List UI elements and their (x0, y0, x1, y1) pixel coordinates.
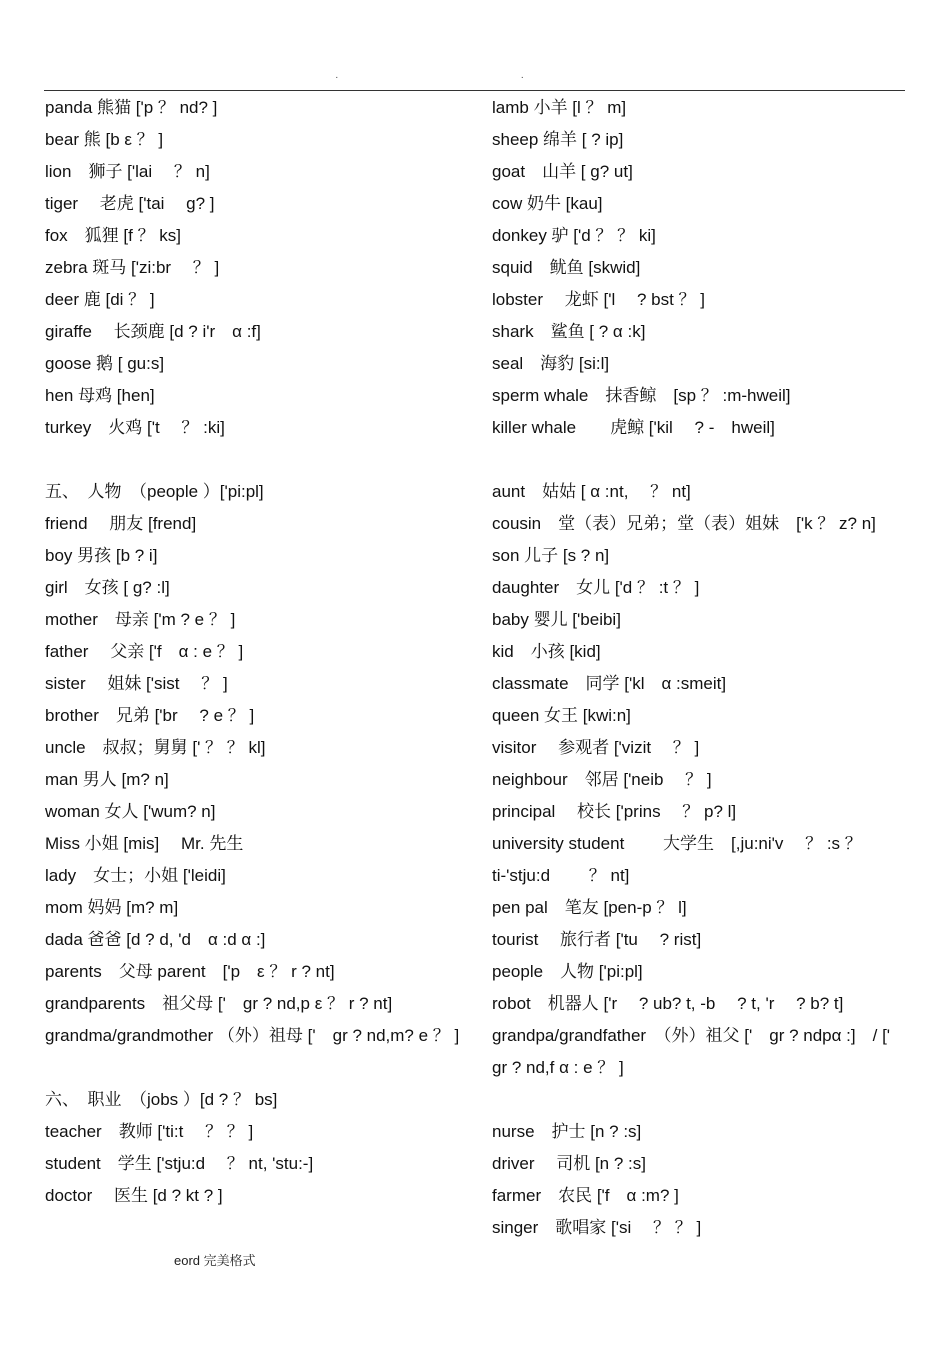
vocab-entry: lobster 龙虾 ['l ? bst ？ ] (492, 290, 705, 309)
vocab-entry: mom 妈妈 [m? m] (45, 898, 179, 917)
vocab-entry: doctor 医生 [d ? kt ? ] (45, 1186, 223, 1205)
vocab-entry: people 人物 ['pi:pl] (492, 962, 643, 981)
vocab-entry: goat 山羊 [ g? ut] (492, 162, 633, 181)
vocab-entry: lady 女士；小姐 ['leidi] (45, 866, 226, 885)
vocab-entry: lamb 小羊 [l ？ m] (492, 98, 627, 117)
vocab-entry: 五、 人物 （people ）['pi:pl] (45, 482, 264, 501)
vocab-entry: queen 女王 [kwi:n] (492, 706, 631, 725)
vocab-entry: man 男人 [m? n] (45, 770, 169, 789)
vocab-entry: visitor 参观者 ['vizit ？ ] (492, 738, 700, 757)
vocab-entry: baby 婴儿 ['beibi] (492, 610, 621, 629)
vocab-entry: sheep 绵羊 [ ? ip] (492, 130, 624, 149)
vocab-entry: grandma/grandmother （外）祖母 [' gr ? nd,m? e ？ ] (45, 1026, 460, 1045)
vocab-entry: turkey 火鸡 ['t ？ :ki] (45, 418, 225, 437)
vocab-entry: neighbour 邻居 ['neib ？ ] (492, 770, 712, 789)
section-spacer (45, 1052, 470, 1084)
page-header (44, 70, 905, 91)
vocab-entry: sister 姐妹 ['sist ？ ] (45, 674, 228, 693)
vocab-entry: son 儿子 [s ? n] (492, 546, 610, 565)
vocab-entry: father 父亲 ['f α : e ？ ] (45, 642, 244, 661)
vocab-entry: zebra 斑马 ['zi:br ？ ] (45, 258, 220, 277)
vocab-entry: cousin 堂（表）兄弟；堂（表）姐妹 ['k ？ z? n] (492, 514, 876, 533)
vocab-entry: shark 鲨鱼 [ ? α :k] (492, 322, 646, 341)
vocab-entry: driver 司机 [n ? :s] (492, 1154, 646, 1173)
vocab-entry: classmate 同学 ['kl α :smeit] (492, 674, 727, 693)
vocab-entry: tourist 旅行者 ['tu ? rist] (492, 930, 702, 949)
vocab-entry: grandpa/grandfather （外）祖父 [' gr ? ndpα :] / [' gr ? nd,f α : e ？ ] (492, 1026, 908, 1077)
vocab-entry: student 学生 ['stju:d ？ nt, 'stu:-] (45, 1154, 314, 1173)
vocab-entry: 六、 职业 （jobs ）[d ? ？ bs] (45, 1090, 278, 1109)
vocab-entry: deer 鹿 [di ？ ] (45, 290, 155, 309)
vocab-entry: university student 大学生 [,ju:ni'v ？ :s ？ (492, 834, 862, 853)
vocab-entry: giraffe 长颈鹿 [d ? i'r α :f] (45, 322, 261, 341)
vocab-entry: tiger 老虎 ['tai g? ] (45, 194, 215, 213)
vocab-entry: killer whale 虎鲸 ['kil ? - hweil] (492, 418, 775, 437)
vocab-entry: daughter 女儿 ['d ？ :t ？ ] (492, 578, 700, 597)
vocab-entry: nurse 护士 [n ? :s] (492, 1122, 642, 1141)
vocab-entry: mother 母亲 ['m ? e ？ ] (45, 610, 236, 629)
vocab-entry: aunt 姑姑 [ α :nt, ？ nt] (492, 482, 691, 501)
vocab-entry: fox 狐狸 [f ？ ks] (45, 226, 182, 245)
header-dots: . . (335, 70, 614, 81)
vocab-entry: goose 鹅 [ gu:s] (45, 354, 165, 373)
vocab-entry: squid 鱿鱼 [skwid] (492, 258, 641, 277)
vocab-entry: Miss 小姐 [mis] Mr. 先生 (45, 834, 244, 853)
section-spacer (492, 1084, 912, 1116)
vocab-entry: lion 狮子 ['lai ？ n] (45, 162, 210, 181)
section-spacer (45, 444, 470, 476)
vocab-entry: seal 海豹 [si:l] (492, 354, 610, 373)
vocab-entry: dada 爸爸 [d ? d, 'd α :d α :] (45, 930, 266, 949)
vocab-entry: ti-'stju:d ？ nt] (492, 866, 630, 885)
vocab-entry: donkey 驴 ['d ？ ？ ki] (492, 226, 656, 245)
vocab-entry: kid 小孩 [kid] (492, 642, 601, 661)
vocab-entry: principal 校长 ['prins ？ p? l] (492, 802, 737, 821)
page-footer: eord 完美格式 (174, 1253, 256, 1268)
vocab-entry: bear 熊 [b ε ？ ] (45, 130, 164, 149)
vocab-entry: girl 女孩 [ g? :l] (45, 578, 170, 597)
vocab-entry: uncle 叔叔；舅舅 [' ？ ？ kl] (45, 738, 266, 757)
vocab-entry: parents 父母 parent ['p ε ？ r ? nt] (45, 962, 335, 981)
vocab-entry: friend 朋友 [frend] (45, 514, 197, 533)
vocab-entry: sperm whale 抹香鲸 [sp ？ :m-hweil] (492, 386, 791, 405)
vocab-entry: robot 机器人 ['r ? ub? t, -b ? t, 'r ? b? t] (492, 994, 844, 1013)
vocab-entry: boy 男孩 [b ? i] (45, 546, 158, 565)
vocab-entry: singer 歌唱家 ['si ？ ？ ] (492, 1218, 702, 1237)
right-column (492, 92, 912, 1244)
vocab-entry: teacher 教师 ['ti:t ？ ？ ] (45, 1122, 254, 1141)
vocab-entry: pen pal 笔友 [pen-p ？ l] (492, 898, 687, 917)
section-spacer (492, 444, 912, 476)
vocab-entry: brother 兄弟 ['br ? e ？ ] (45, 706, 255, 725)
vocab-entry: grandparents 祖父母 [' gr ? nd,p ε ？ r ? nt] (45, 994, 393, 1013)
vocab-entry: panda 熊猫 ['p ？ nd? ] (45, 98, 218, 117)
vocab-entry: hen 母鸡 [hen] (45, 386, 155, 405)
vocab-entry: woman 女人 ['wum? n] (45, 802, 216, 821)
vocab-entry: farmer 农民 ['f α :m? ] (492, 1186, 679, 1205)
left-column (45, 92, 470, 1212)
vocab-entry: cow 奶牛 [kau] (492, 194, 603, 213)
